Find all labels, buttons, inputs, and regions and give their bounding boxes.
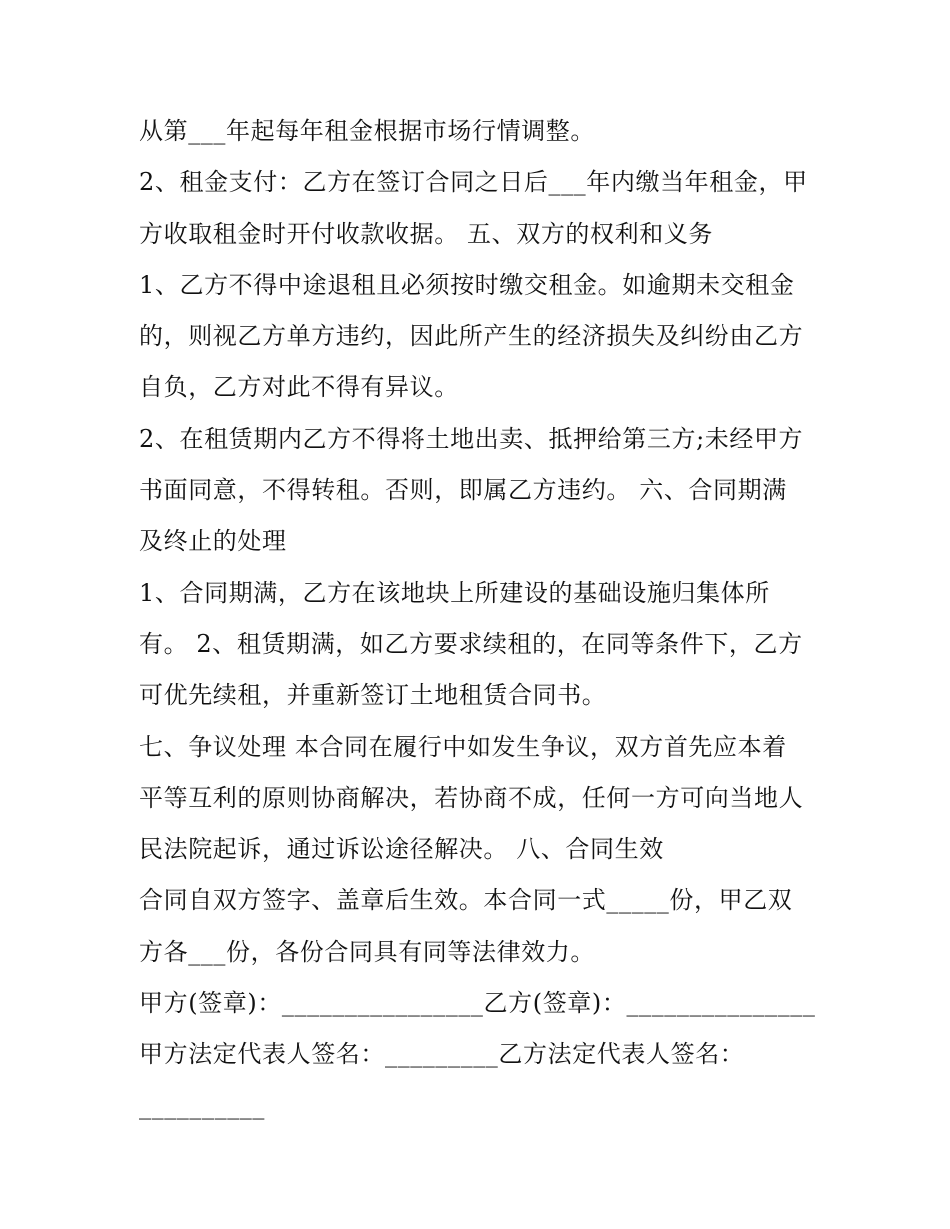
- text-line: 1、合同期满，乙方在该地块上所建设的基础设施归集体所: [139, 578, 770, 607]
- text-line: 书面同意，不得转租。否则，即属乙方违约。 六、合同期满: [139, 476, 787, 505]
- text-line: 有。 2、租赁期满，如乙方要求续租的，在同等条件下，乙方: [139, 629, 803, 658]
- text-line: 2、租金支付：乙方在签订合同之日后___年内缴当年租金，甲: [139, 168, 808, 197]
- text-line: 自负，乙方对此不得有异议。: [139, 373, 459, 402]
- text-line: 从第___年起每年租金根据市场行情调整。: [139, 117, 595, 145]
- text-line: 可优先续租，并重新签订土地租赁合同书。: [139, 681, 607, 710]
- text-line: 合同自双方签字、盖章后生效。本合同一式_____份，甲乙双: [139, 886, 793, 915]
- text-line: 方各___份，各份合同具有同等法律效力。: [139, 937, 595, 966]
- signature-blank: __________: [139, 1091, 265, 1120]
- signature-line: 甲方(签章)：________________乙方(签章)：_______________: [139, 989, 816, 1018]
- text-line: 民法院起诉，通过诉讼途径解决。 八、合同生效: [139, 835, 664, 864]
- text-line: 七、争议处理 本合同在履行中如发生争议，双方首先应本着: [139, 732, 787, 761]
- text-line: 2、在租赁期内乙方不得将土地出卖、抵押给第三方;未经甲方: [139, 424, 804, 453]
- document-body: [139, 106, 839, 1132]
- text-line: 1、乙方不得中途退租且必须按时缴交租金。如逾期未交租金: [139, 270, 795, 299]
- text-line: 方收取租金时开付收款收据。 五、双方的权利和义务: [139, 219, 714, 248]
- text-line: 的，则视乙方单方违约，因此所产生的经济损失及纠纷由乙方: [139, 322, 804, 351]
- text-line: 及终止的处理: [139, 527, 287, 556]
- signature-line: 甲方法定代表人签名：_________乙方法定代表人签名：: [139, 1040, 745, 1069]
- text-line: 平等互利的原则协商解决，若协商不成，任何一方可向当地人: [139, 783, 804, 812]
